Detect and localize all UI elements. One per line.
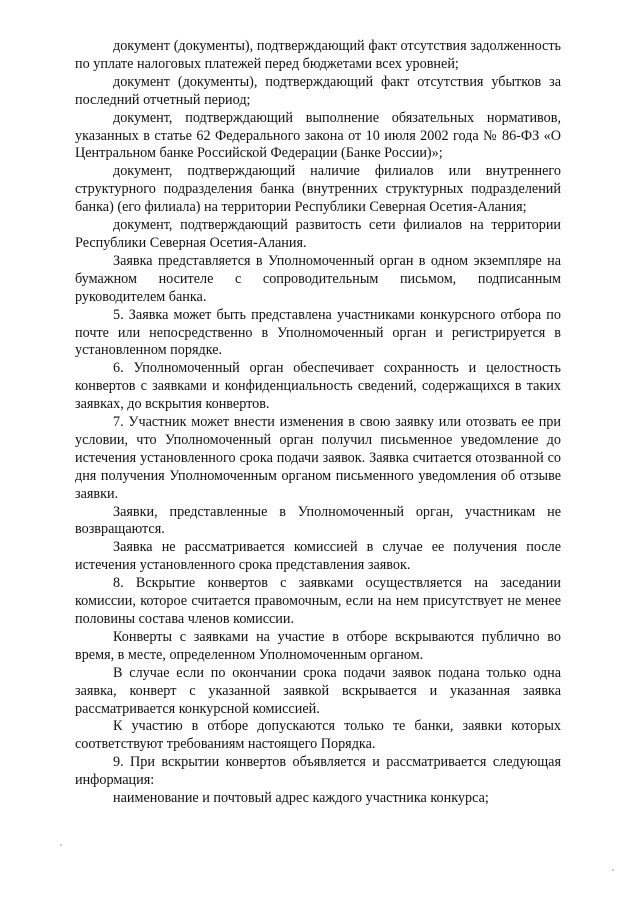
paragraph-single-application: В случае если по окончании срока подачи заявок подана только одна заявка, конверт с указанной заявкой вскрывается и указанная заявка рассматривается конкурсной комиссией. [75, 664, 561, 717]
paragraph-item-5: 5. Заявка может быть представлена участниками конкурсного отбора по почте или непосредственно в Уполномоченный орган и регистрируется в установленном порядке. [75, 306, 561, 359]
paragraph-branch-network-document: документ, подтверждающий развитость сети филиалов на территории Республики Северная Осетия-Алания. [75, 217, 561, 251]
paragraph-participant-name-address: наименование и почтовый адрес каждого участника конкурса; [113, 790, 489, 807]
paragraph-item-9: 9. При вскрытии конвертов объявляется и рассматривается следующая информация: [75, 754, 561, 789]
paragraph-late-application: Заявка не рассматривается комиссией в случае ее получения после истечения установленного срока представления заявок. [75, 539, 561, 574]
paragraph-admission: К участию в отборе допускаются только те банки, заявки которых соответствуют требованиям настоящего Порядка. [75, 718, 561, 753]
paragraph-tax-debt-document: документ (документы), подтверждающий факт отсутствия задолженность по уплате налоговых платежей перед бюджетами всех уровней; [75, 38, 561, 72]
scan-speck [60, 844, 62, 846]
scan-speck [612, 869, 614, 871]
paragraph-mandatory-ratios-document: документ, подтверждающий выполнение обязательных нормативов, указанных в статье 62 Федерального закона от 10 июля 2002 года № 86-ФЗ «О Центральном банке Российской Федерации (Банке России)»; [75, 109, 561, 162]
paragraph-branches-document: документ, подтверждающий наличие филиалов или внутреннего структурного подразделения банка (внутренних структурных подразделений банка) (его филиала) на территории Республики Северная Осетия-Алания; [75, 163, 561, 216]
paragraph-applications-not-returned: Заявки, представленные в Уполномоченный орган, участникам не возвращаются. [75, 503, 561, 538]
paragraph-item-6: 6. Уполномоченный орган обеспечивает сохранность и целостность конвертов с заявками и конфиденциальность сведений, содержащихся в таких заявках, до вскрытия конвертов. [75, 360, 561, 413]
paragraph-public-opening: Конверты с заявками на участие в отборе вскрываются публично во время, в месте, определенном Уполномоченным органом. [75, 628, 561, 663]
paragraph-no-losses-document: документ (документы), подтверждающий факт отсутствия убытков за последний отчетный период; [75, 73, 561, 108]
paragraph-application-submission: Заявка представляется в Уполномоченный орган в одном экземпляре на бумажном носителе с сопроводительным письмом, подписанным руководителем банка. [75, 252, 561, 305]
document-page [75, 38, 561, 808]
paragraph-item-7: 7. Участник может внести изменения в свою заявку или отозвать ее при условии, что Уполномоченный орган получил письменное уведомление до истечения установленного срока подачи заявок. Заявка считается отозванной со дня получения Уполномоченным органом письменного уведомления об отзыве заявки. [75, 414, 561, 502]
paragraph-item-8: 8. Вскрытие конвертов с заявками осуществляется на заседании комиссии, которое считается правомочным, если на нем присутствует не менее половины состава членов комиссии. [75, 575, 561, 627]
